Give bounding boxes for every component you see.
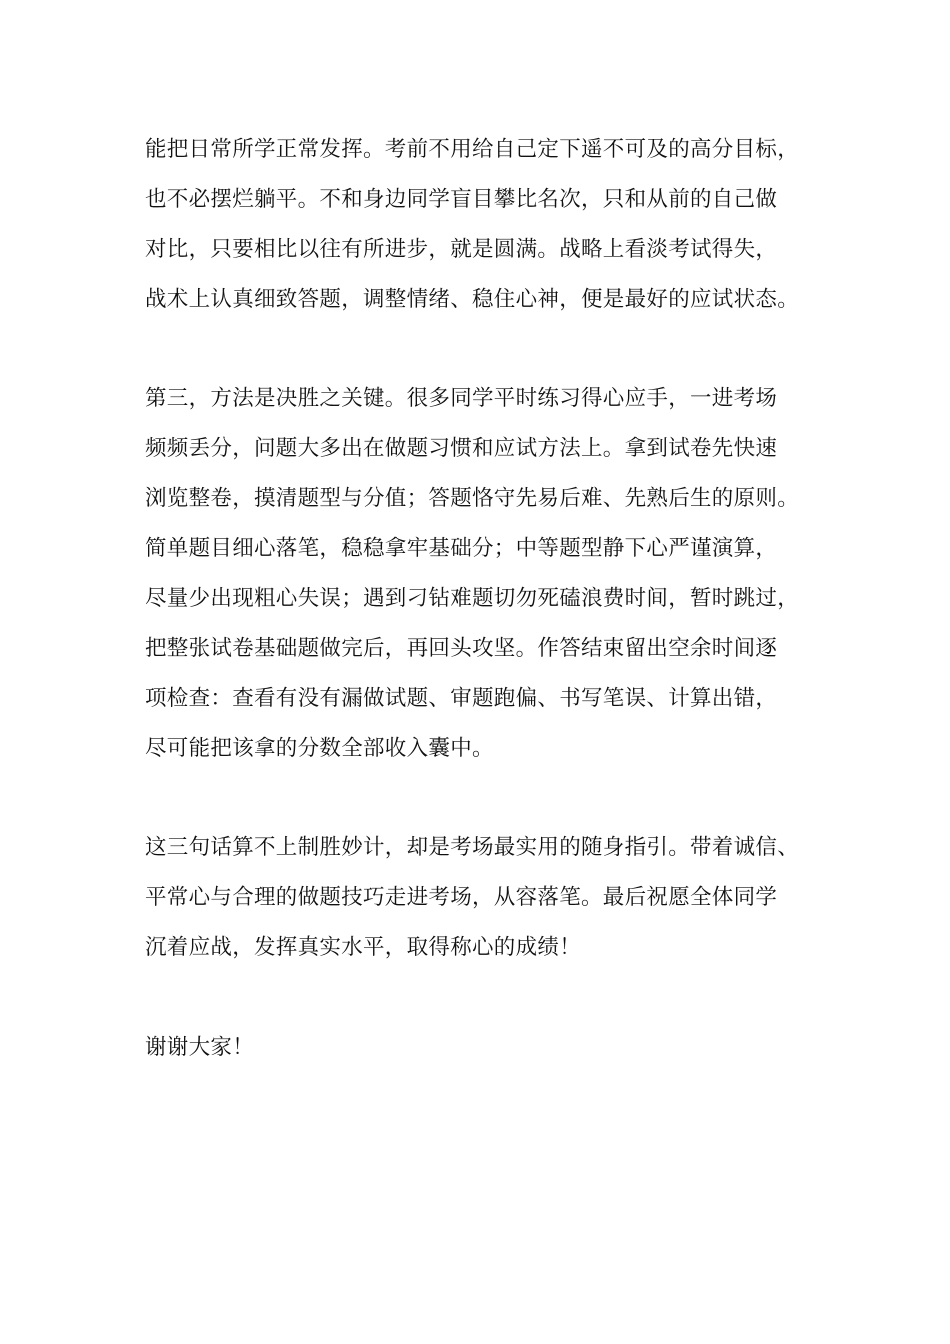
paragraph-2-line-1: 第三，方法是决胜之关键。很多同学平时练习得心应手，一进考场 [145, 386, 778, 411]
paragraph-3-line-1: 这三句话算不上制胜妙计，却是考场最实用的随身指引。带着诚信、 [145, 835, 800, 860]
paragraph-2-line-4: 简单题目细心落笔，稳稳拿牢基础分；中等题型静下心严谨演算， [145, 536, 778, 561]
paragraph-2-line-8: 尽可能把该拿的分数全部收入囊中。 [145, 736, 494, 761]
paragraph-3-line-2: 平常心与合理的做题技巧走进考场，从容落笔。最后祝愿全体同学 [145, 885, 778, 910]
paragraph-3-line-3: 沉着应战，发挥真实水平，取得称心的成绩！ [145, 935, 582, 960]
paragraph-1-line-3: 对比，只要相比以往有所进步，就是圆满。战略上看淡考试得失， [145, 237, 778, 262]
paragraph-2-line-2: 频频丢分，问题大多出在做题习惯和应试方法上。拿到试卷先快速 [145, 436, 778, 461]
paragraph-2-line-5: 尽量少出现粗心失误；遇到刁钻难题切勿死磕浪费时间，暂时跳过， [145, 586, 800, 611]
paragraph-2-line-3: 浏览整卷，摸清题型与分值；答题恪守先易后难、先熟后生的原则。 [145, 486, 800, 511]
paragraph-2-line-7: 项检查：查看有没有漏做试题、审题跑偏、书写笔误、计算出错， [145, 686, 778, 711]
paragraph-2-line-6: 把整张试卷基础题做完后，再回头攻坚。作答结束留出空余时间逐 [145, 636, 778, 661]
paragraph-1-line-2: 也不必摆烂躺平。不和身边同学盲目攀比名次，只和从前的自己做 [145, 187, 778, 212]
paragraph-1-line-4: 战术上认真细致答题，调整情绪、稳住心神，便是最好的应试状态。 [145, 287, 800, 312]
paragraph-1-line-1: 能把日常所学正常发挥。考前不用给自己定下遥不可及的高分目标， [145, 137, 800, 162]
closing-line: 谢谢大家！ [145, 1035, 255, 1060]
